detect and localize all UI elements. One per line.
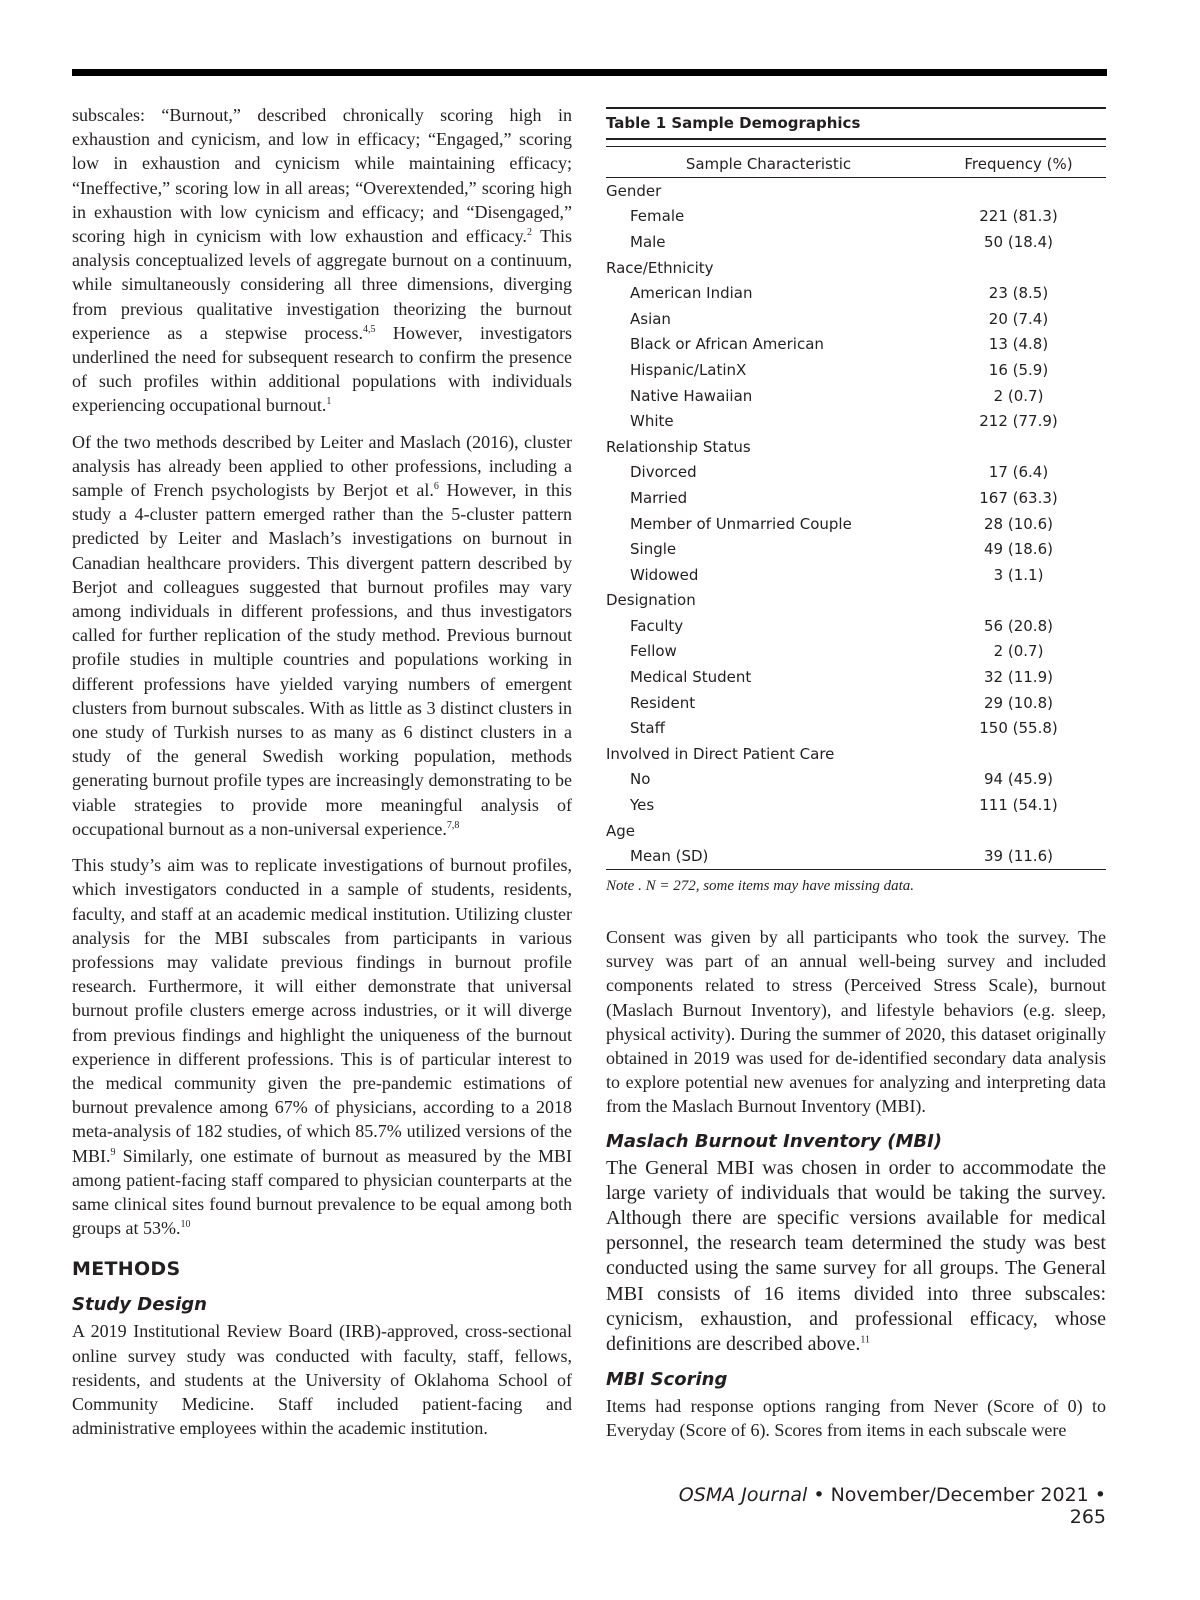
table-row xyxy=(606,460,1106,486)
table-row xyxy=(606,229,1106,255)
right-column xyxy=(606,103,1106,1455)
column-header-frequency: Frequency (%) xyxy=(931,147,1106,178)
row-label: Yes xyxy=(630,796,655,815)
row-frequency: 221 (81.3) xyxy=(979,207,1058,226)
table-row xyxy=(606,741,1106,767)
row-label: Staff xyxy=(630,719,665,738)
row-frequency: 49 (18.6) xyxy=(984,540,1053,559)
row-label: Male xyxy=(630,232,666,251)
methods-heading: METHODS xyxy=(72,1258,181,1281)
row-frequency: 16 (5.9) xyxy=(988,360,1049,379)
page-footer xyxy=(640,1484,1106,1528)
row-frequency: 50 (18.4) xyxy=(984,232,1053,251)
row-frequency xyxy=(931,818,1106,844)
study-design-heading: Study Design xyxy=(72,1294,207,1316)
table-row xyxy=(606,792,1106,818)
row-frequency: 17 (6.4) xyxy=(988,463,1049,482)
row-label: Married xyxy=(630,488,688,507)
row-label: Native Hawaiian xyxy=(630,386,753,405)
row-frequency: 3 (1.1) xyxy=(993,565,1044,584)
table-row xyxy=(606,357,1106,383)
row-frequency: 13 (4.8) xyxy=(988,335,1049,354)
row-frequency: 150 (55.8) xyxy=(979,719,1058,738)
mbi-heading: Maslach Burnout Inventory (MBI) xyxy=(606,1130,943,1152)
row-label: Asian xyxy=(630,309,671,328)
row-label: Fellow xyxy=(630,642,677,661)
table-row xyxy=(606,613,1106,639)
table-row xyxy=(606,485,1106,511)
row-category: Age xyxy=(606,821,636,840)
row-category: Involved in Direct Patient Care xyxy=(606,744,835,763)
row-frequency: 94 (45.9) xyxy=(984,770,1053,789)
mbi-scoring-heading: MBI Scoring xyxy=(606,1369,728,1391)
row-label: Member of Unmarried Couple xyxy=(630,514,852,533)
row-frequency: 2 (0.7) xyxy=(993,386,1044,405)
row-frequency xyxy=(931,588,1106,614)
column-header-characteristic: Sample Characteristic xyxy=(606,147,931,178)
row-frequency xyxy=(931,434,1106,460)
row-label: Medical Student xyxy=(630,668,752,687)
paragraph-general-mbi: The General MBI was chosen in order to accommodate the large variety of individuals that would be taking the survey. Although there are specific versions available for medical personnel, the research team determined the study was best conducted using the same survey for all groups. The General MBI consists of 16 items divided into three subscales: cynicism, exhaustion, and professional efficacy, whose definitions are described above.$^{11}$ xyxy=(606,1156,1106,1356)
table-title: Table 1 Sample Demographics xyxy=(606,109,1106,140)
issue-and-page: • November/December 2021 • 265 xyxy=(807,1484,1106,1528)
row-frequency xyxy=(931,741,1106,767)
paragraph-subscales: subscales: “Burnout,” described chronically scoring high in exhaustion and cynicism, and low in efficacy; “Engaged,” scoring low in exhaustion and cynicism while maintaining efficacy; “Ineffective,” scoring low in all areas; “Overextended,” scoring high in exhaustion with low cynicism and efficacy; and “Disengaged,” scoring high in cynicism with low exhaustion and efficacy.$^2$ This analysis conceptualized levels of aggregate burnout on a continuum, while simultaneously considering all three dimensions, diverging from previous qualitative investigation theorizing the burnout experience as a stepwise process.$^{4,5}$ However, investigators underlined the need for subsequent research to confirm the presence of such profiles within additional populations with individuals experiencing occupational burnout.$^1$ xyxy=(72,105,572,416)
row-label: American Indian xyxy=(630,284,753,303)
table-row xyxy=(606,562,1106,588)
row-frequency: 111 (54.1) xyxy=(979,796,1058,815)
row-frequency: 23 (8.5) xyxy=(988,284,1049,303)
table-row xyxy=(606,178,1106,204)
table-row xyxy=(606,255,1106,281)
paragraph-study-design: A 2019 Institutional Review Board (IRB)-approved, cross-sectional online survey study was conducted with faculty, staff, fellows, residents, and students at the University of Oklahoma School of Community Medicine. Staff included patient-facing and administrative employees within the academic institution. xyxy=(72,1321,572,1439)
row-frequency xyxy=(931,178,1106,204)
table-row xyxy=(606,818,1106,844)
paragraph-study-aim: This study’s aim was to replicate investigations of burnout profiles, which investigators conducted in a sample of students, residents, faculty, and staff at an academic medical institution. Utilizing cluster analysis for the MBI subscales from participants in various professions may validate previous findings in burnout profile research. Furthermore, it will either demonstrate that universal burnout profile clusters emerge across industries, or it will diverge from previous findings and highlight the uniqueness of the burnout experience in different professions. This is of particular interest to the medical community given the pre-pandemic estimations of burnout prevalence among 67% of physicians, according to a 2018 meta-analysis of 182 studies, of which 85.7% utilized versions of the MBI.$^9$ Similarly, one estimate of burnout as measured by the MBI among patient-facing staff compared to physician counterparts at the same clinical sites found burnout prevalence to be equal among both groups at 53%.$^{10}$ xyxy=(72,855,572,1239)
row-frequency: 20 (7.4) xyxy=(988,309,1049,328)
row-category: Designation xyxy=(606,591,696,610)
table-note: Note . N = 272, some items may have missing data. xyxy=(606,878,915,895)
table-row xyxy=(606,690,1106,716)
table-row xyxy=(606,408,1106,434)
journal-name: OSMA Journal xyxy=(678,1484,808,1506)
paragraph-cluster-analysis: Of the two methods described by Leiter and Maslach (2016), cluster analysis has already been applied to other professions, including a sample of French psychologists by Berjot et al.$^6$ However, in this study a 4-cluster pattern emerged rather than the 5-cluster pattern predicted by Leiter and Maslach’s investigations on burnout in Canadian healthcare providers. This divergent pattern described by Berjot and colleagues suggested that burnout profiles may vary among individuals in different professions, and thus investigators called for further replication of the study method. Previous burnout profile studies in multiple countries and populations working in different professions have yielded varying numbers of emergent clusters from burnout subscales. With as little as 3 distinct clusters in one study of Turkish nurses to as many as 6 distinct clusters in a study of the general Swedish working population, methods generating burnout profile types are increasingly demonstrating to be viable strategies to provide more meaningful analysis of occupational burnout as a non-universal experience.$^{7,8}$ xyxy=(72,431,572,839)
row-label: Female xyxy=(630,207,685,226)
top-rule xyxy=(72,69,1107,76)
table-row xyxy=(606,767,1106,793)
row-frequency: 56 (20.8) xyxy=(984,616,1053,635)
paragraph-mbi-scoring: Items had response options ranging from Never (Score of 0) to Everyday (Score of 6). Scores from items in each subscale were xyxy=(606,1396,1106,1441)
table-row xyxy=(606,536,1106,562)
row-label: White xyxy=(630,412,674,431)
table-row xyxy=(606,843,1106,869)
table-row xyxy=(606,664,1106,690)
row-frequency: 212 (77.9) xyxy=(979,412,1058,431)
table-row xyxy=(606,280,1106,306)
row-category: Gender xyxy=(606,181,662,200)
demographics-table xyxy=(606,107,1106,895)
table-row xyxy=(606,332,1106,358)
row-category: Relationship Status xyxy=(606,437,751,456)
row-frequency: 39 (11.6) xyxy=(931,843,1106,869)
table-row xyxy=(606,511,1106,537)
row-frequency: 28 (10.6) xyxy=(984,514,1053,533)
table-row xyxy=(606,639,1106,665)
table-row xyxy=(606,383,1106,409)
table-row xyxy=(606,306,1106,332)
row-label: Mean (SD) xyxy=(606,843,931,869)
row-frequency: 32 (11.9) xyxy=(984,668,1053,687)
row-label: Resident xyxy=(630,693,696,712)
row-label: Black or African American xyxy=(630,335,824,354)
table-row xyxy=(606,434,1106,460)
row-label: No xyxy=(630,770,651,789)
row-label: Divorced xyxy=(630,463,697,482)
demographics-table-grid xyxy=(606,146,1106,870)
table-row xyxy=(606,715,1106,741)
row-frequency: 167 (63.3) xyxy=(979,488,1058,507)
paragraph-consent: Consent was given by all participants who took the survey. The survey was part of an annual well-being survey and included components related to stress (Perceived Stress Scale), burnout (Maslach Burnout Inventory), and lifestyle behaviors (e.g. sleep, physical activity). During the summer of 2020, this dataset originally obtained in 2019 was used for de-identified secondary data analysis to explore potential new avenues for analyzing and interpreting data from the Maslach Burnout Inventory (MBI). xyxy=(606,927,1106,1117)
row-label: Widowed xyxy=(630,565,699,584)
row-frequency: 29 (10.8) xyxy=(984,693,1053,712)
row-frequency: 2 (0.7) xyxy=(993,642,1044,661)
left-column xyxy=(72,103,572,1452)
row-label: Hispanic/LatinX xyxy=(630,360,747,379)
table-row xyxy=(606,588,1106,614)
row-frequency xyxy=(931,255,1106,281)
row-category: Race/Ethnicity xyxy=(606,258,714,277)
row-label: Faculty xyxy=(630,616,684,635)
table-row xyxy=(606,204,1106,230)
row-label: Single xyxy=(630,540,677,559)
